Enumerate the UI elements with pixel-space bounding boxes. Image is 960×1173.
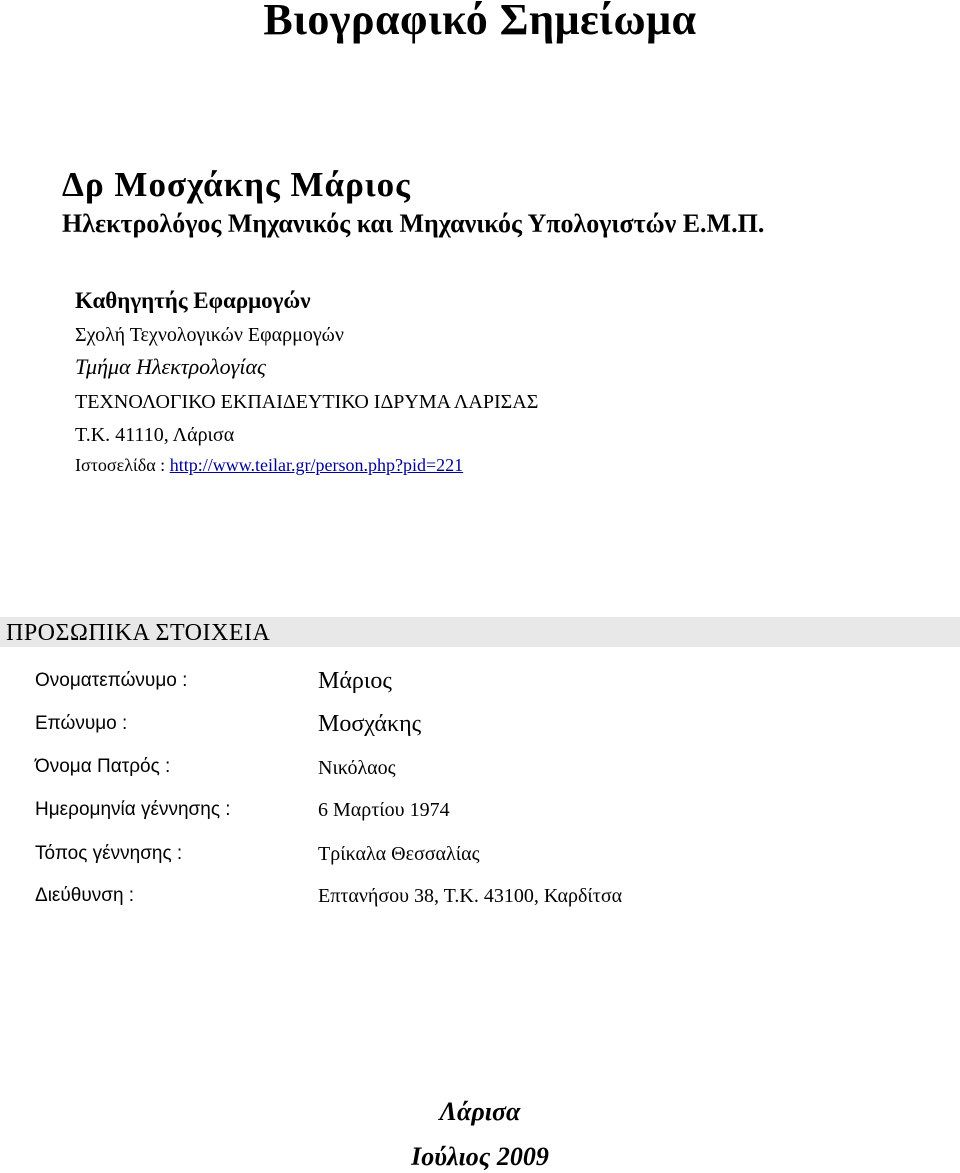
label-fullname: Ονοματεπώνυμο : bbox=[35, 670, 188, 691]
website-line bbox=[75, 453, 463, 477]
label-surname: Επώνυμο : bbox=[35, 713, 128, 734]
label-address: Διεύθυνση : bbox=[35, 885, 135, 906]
school-name: Σχολή Τεχνολογικών Εφαρμογών bbox=[75, 324, 344, 346]
website-link[interactable]: http://www.teilar.gr/person.php?pid=221 bbox=[169, 455, 464, 475]
person-name: Δρ Μοσχάκης Μάριος bbox=[62, 165, 411, 204]
value-birth-place: Τρίκαλα Θεσσαλίας bbox=[318, 843, 480, 865]
postal-address: Τ.Κ. 41110, Λάρισα bbox=[75, 424, 235, 446]
department-name: Τμήμα Ηλεκτρολογίας bbox=[75, 354, 266, 379]
website-label: Ιστοσελίδα : bbox=[75, 455, 166, 475]
value-address: Επτανήσου 38, Τ.Κ. 43100, Καρδίτσα bbox=[318, 885, 623, 907]
value-surname: Μοσχάκης bbox=[318, 711, 422, 737]
label-father-name: Όνομα Πατρός : bbox=[35, 756, 171, 777]
academic-rank: Καθηγητής Εφαρμογών bbox=[75, 288, 311, 313]
person-degree: Ηλεκτρολόγος Μηχανικός και Μηχανικός Υπολογιστών Ε.Μ.Π. bbox=[62, 209, 765, 238]
institution-name: ΤΕΧΝΟΛΟΓΙΚΟ ΕΚΠΑΙΔΕΥΤΙΚΟ ΙΔΡΥΜΑ ΛΑΡΙΣΑΣ bbox=[75, 391, 539, 413]
section-title-personal: ΠΡΟΣΩΠΙΚΑ ΣΤΟΙΧΕΙΑ bbox=[6, 620, 271, 646]
label-birth-date: Ημερομηνία γέννησης : bbox=[35, 799, 231, 820]
document-title: Βιογραφικό Σημείωμα bbox=[263, 0, 697, 44]
footer-date: Ιούλιος 2009 bbox=[411, 1142, 549, 1171]
label-birth-place: Τόπος γέννησης : bbox=[35, 843, 183, 864]
value-father-name: Νικόλαος bbox=[318, 757, 396, 779]
value-fullname: Μάριος bbox=[318, 668, 392, 694]
value-birth-date: 6 Μαρτίου 1974 bbox=[318, 799, 450, 821]
footer-city: Λάρισα bbox=[439, 1097, 521, 1126]
